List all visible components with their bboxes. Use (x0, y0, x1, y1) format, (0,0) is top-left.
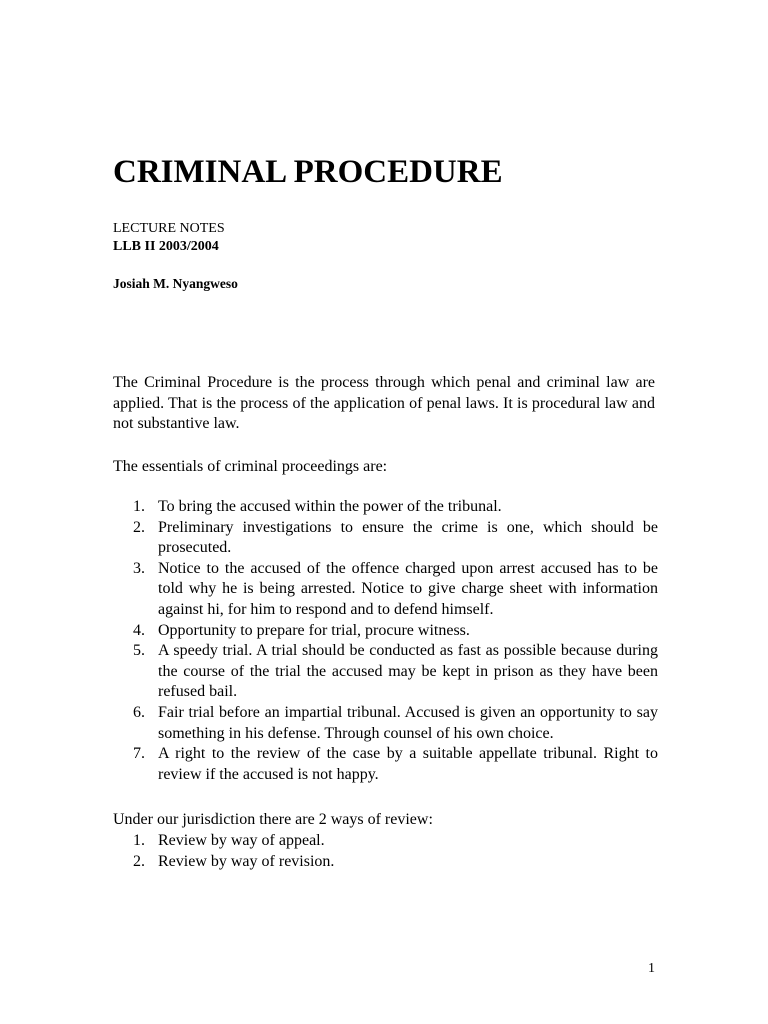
review-intro: Under our jurisdiction there are 2 ways of review: (113, 811, 433, 828)
list-item-number: 2. (133, 852, 145, 870)
list-item-number: 7. (133, 745, 145, 763)
review-list (113, 831, 658, 872)
list-item-text: Preliminary investigations to ensure the crime is one, which should be prosecuted. (158, 518, 658, 557)
essentials-intro: The essentials of criminal proceedings are: (113, 458, 388, 475)
course-year-label: LLB II 2003/2004 (113, 239, 219, 254)
list-item (113, 744, 658, 785)
list-item-number: 2. (133, 518, 145, 536)
list-item-number: 5. (133, 642, 145, 660)
list-item-number: 1. (133, 498, 145, 515)
author-name: Josiah M. Nyangweso (113, 276, 238, 291)
list-item (113, 497, 658, 518)
list-item-text: Review by way of appeal. (158, 832, 325, 849)
essentials-list (113, 497, 658, 785)
list-item-text: To bring the accused within the power of the tribunal. (158, 498, 502, 515)
list-item-number: 4. (133, 621, 145, 639)
list-item-number: 6. (133, 703, 145, 721)
list-item-text: A right to the review of the case by a suitable appellate tribunal. Right to review if the accused is not happy. (158, 745, 658, 783)
list-item (113, 852, 658, 873)
list-item (113, 559, 658, 621)
list-item-number: 3. (133, 559, 145, 577)
list-item (113, 641, 658, 703)
list-item-text: Opportunity to prepare for trial, procure witness. (158, 621, 470, 639)
list-item (113, 518, 658, 559)
list-item-text: Notice to the accused of the offence charged upon arrest accused has to be told why he is being arrested. Notice to give charge sheet with information against hi, for him to respond and to defend himself. (158, 559, 658, 618)
list-item-text: Fair trial before an impartial tribunal. Accused is given an opportunity to say something in his defense. Through counsel of his own choice. (158, 703, 658, 742)
intro-paragraph: The Criminal Procedure is the process through which penal and criminal law are applied. That is the process of the application of penal laws. It is procedural law and not substantive law. (113, 374, 655, 433)
list-item-text: A speedy trial. A trial should be conducted as fast as possible because during the course of the trial the accused may be kept in prison as they have been refused bail. (158, 642, 658, 701)
document-title: CRIMINAL PROCEDURE (113, 154, 503, 190)
page-number: 1 (648, 961, 655, 976)
list-item-text: Review by way of revision. (158, 852, 335, 870)
list-item (113, 621, 658, 642)
lecture-notes-label: LECTURE NOTES (113, 221, 225, 236)
list-item (113, 831, 658, 852)
list-item (113, 703, 658, 744)
list-item-number: 1. (133, 832, 145, 849)
